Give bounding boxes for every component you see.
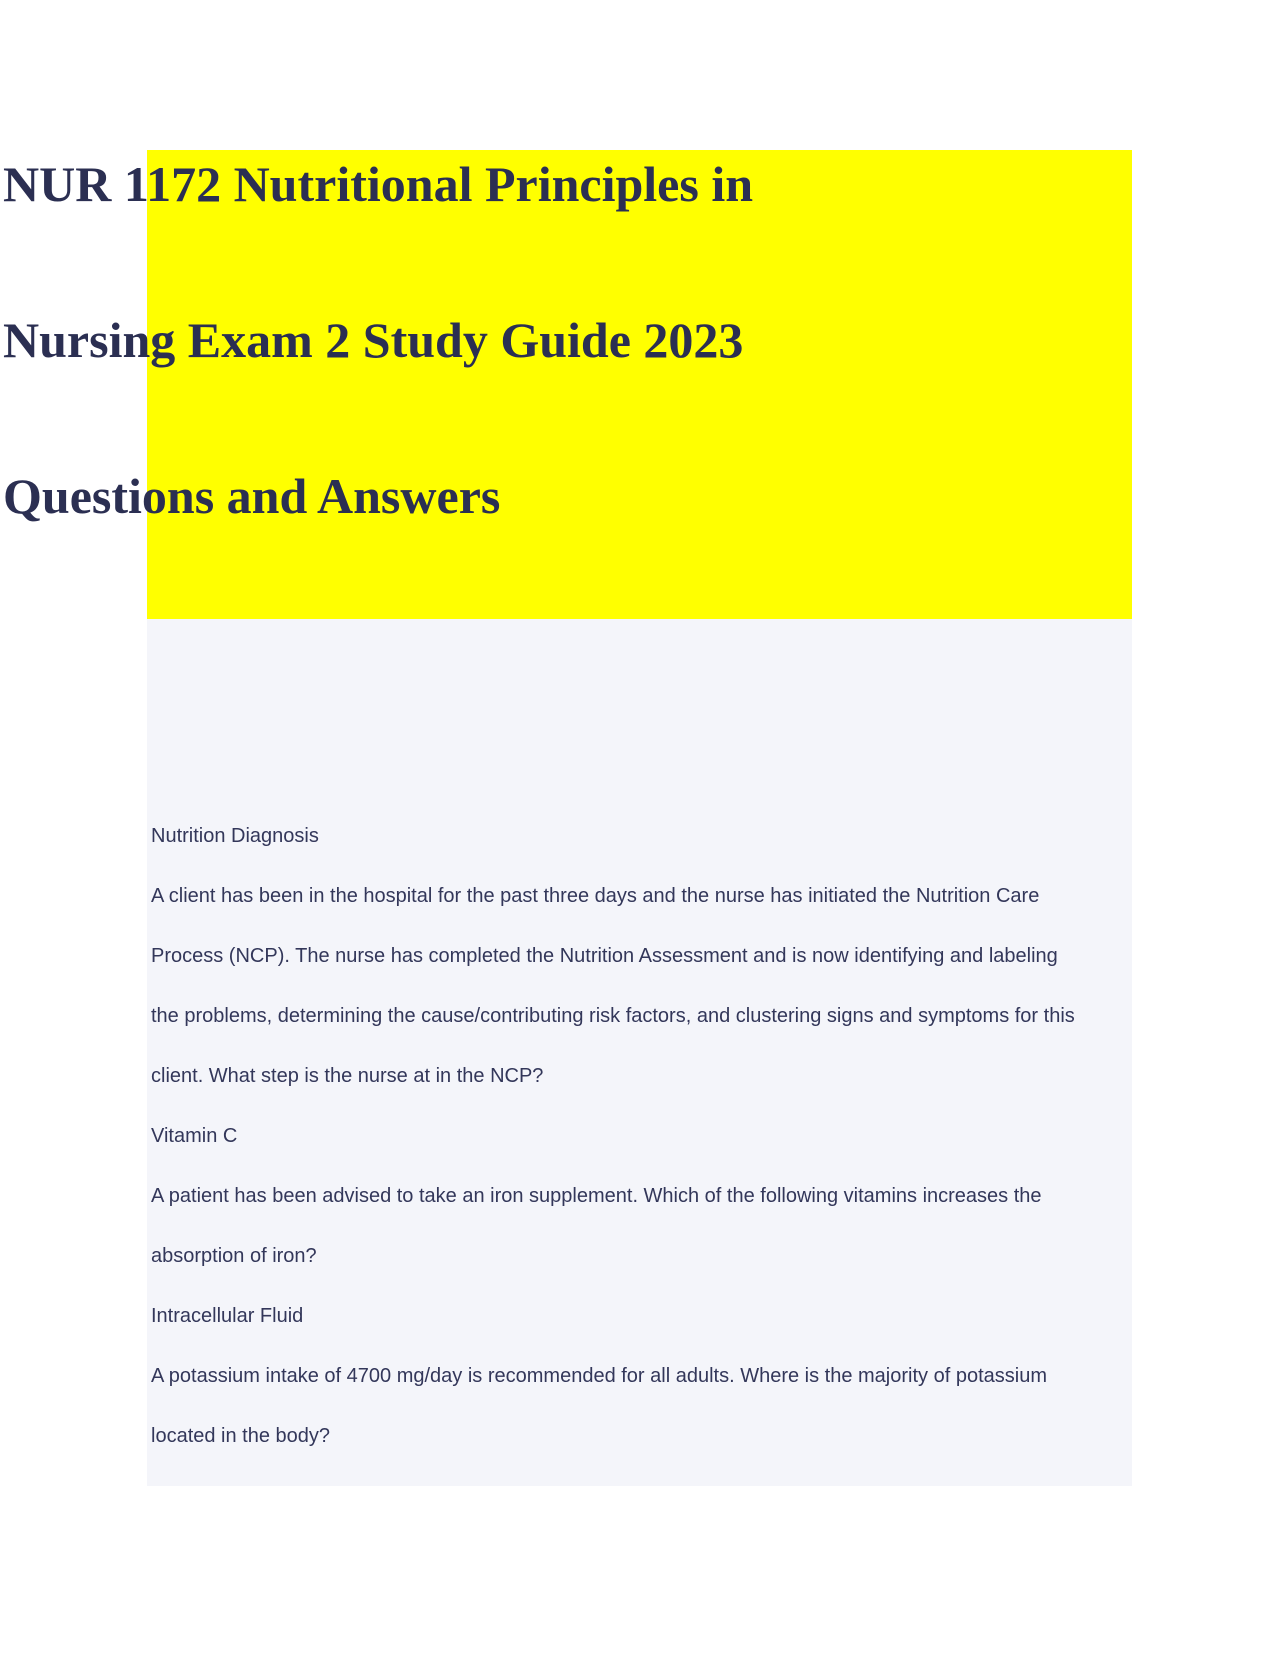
question-text: A potassium intake of 4700 mg/day is recommended for all adults. Where is the majority of potassium — [151, 1365, 1047, 1387]
question-text: the problems, determining the cause/contributing risk factors, and clustering signs and symptoms for this — [151, 1005, 1075, 1027]
document-title-line-3: Questions and Answers — [3, 468, 501, 524]
question-text: located in the body? — [151, 1425, 331, 1447]
document-title-line-2: Nursing Exam 2 Study Guide 2023 — [3, 312, 744, 368]
answer-text: Vitamin C — [151, 1125, 238, 1147]
question-text: absorption of iron? — [151, 1245, 317, 1267]
answer-text: Nutrition Diagnosis — [151, 825, 319, 847]
document-title-line-1: NUR 1172 Nutritional Principles in — [3, 156, 754, 212]
title-highlight — [147, 150, 1132, 619]
question-text: client. What step is the nurse at in the NCP? — [151, 1065, 544, 1087]
qa-section — [147, 619, 1132, 1486]
answer-text: Intracellular Fluid — [151, 1305, 304, 1327]
question-text: A client has been in the hospital for the past three days and the nurse has initiated the Nutrition Care — [151, 885, 1040, 907]
question-text: Process (NCP). The nurse has completed the Nutrition Assessment and is now identifying and labeling — [151, 945, 1058, 967]
question-text: A patient has been advised to take an iron supplement. Which of the following vitamins increases the — [151, 1185, 1042, 1207]
